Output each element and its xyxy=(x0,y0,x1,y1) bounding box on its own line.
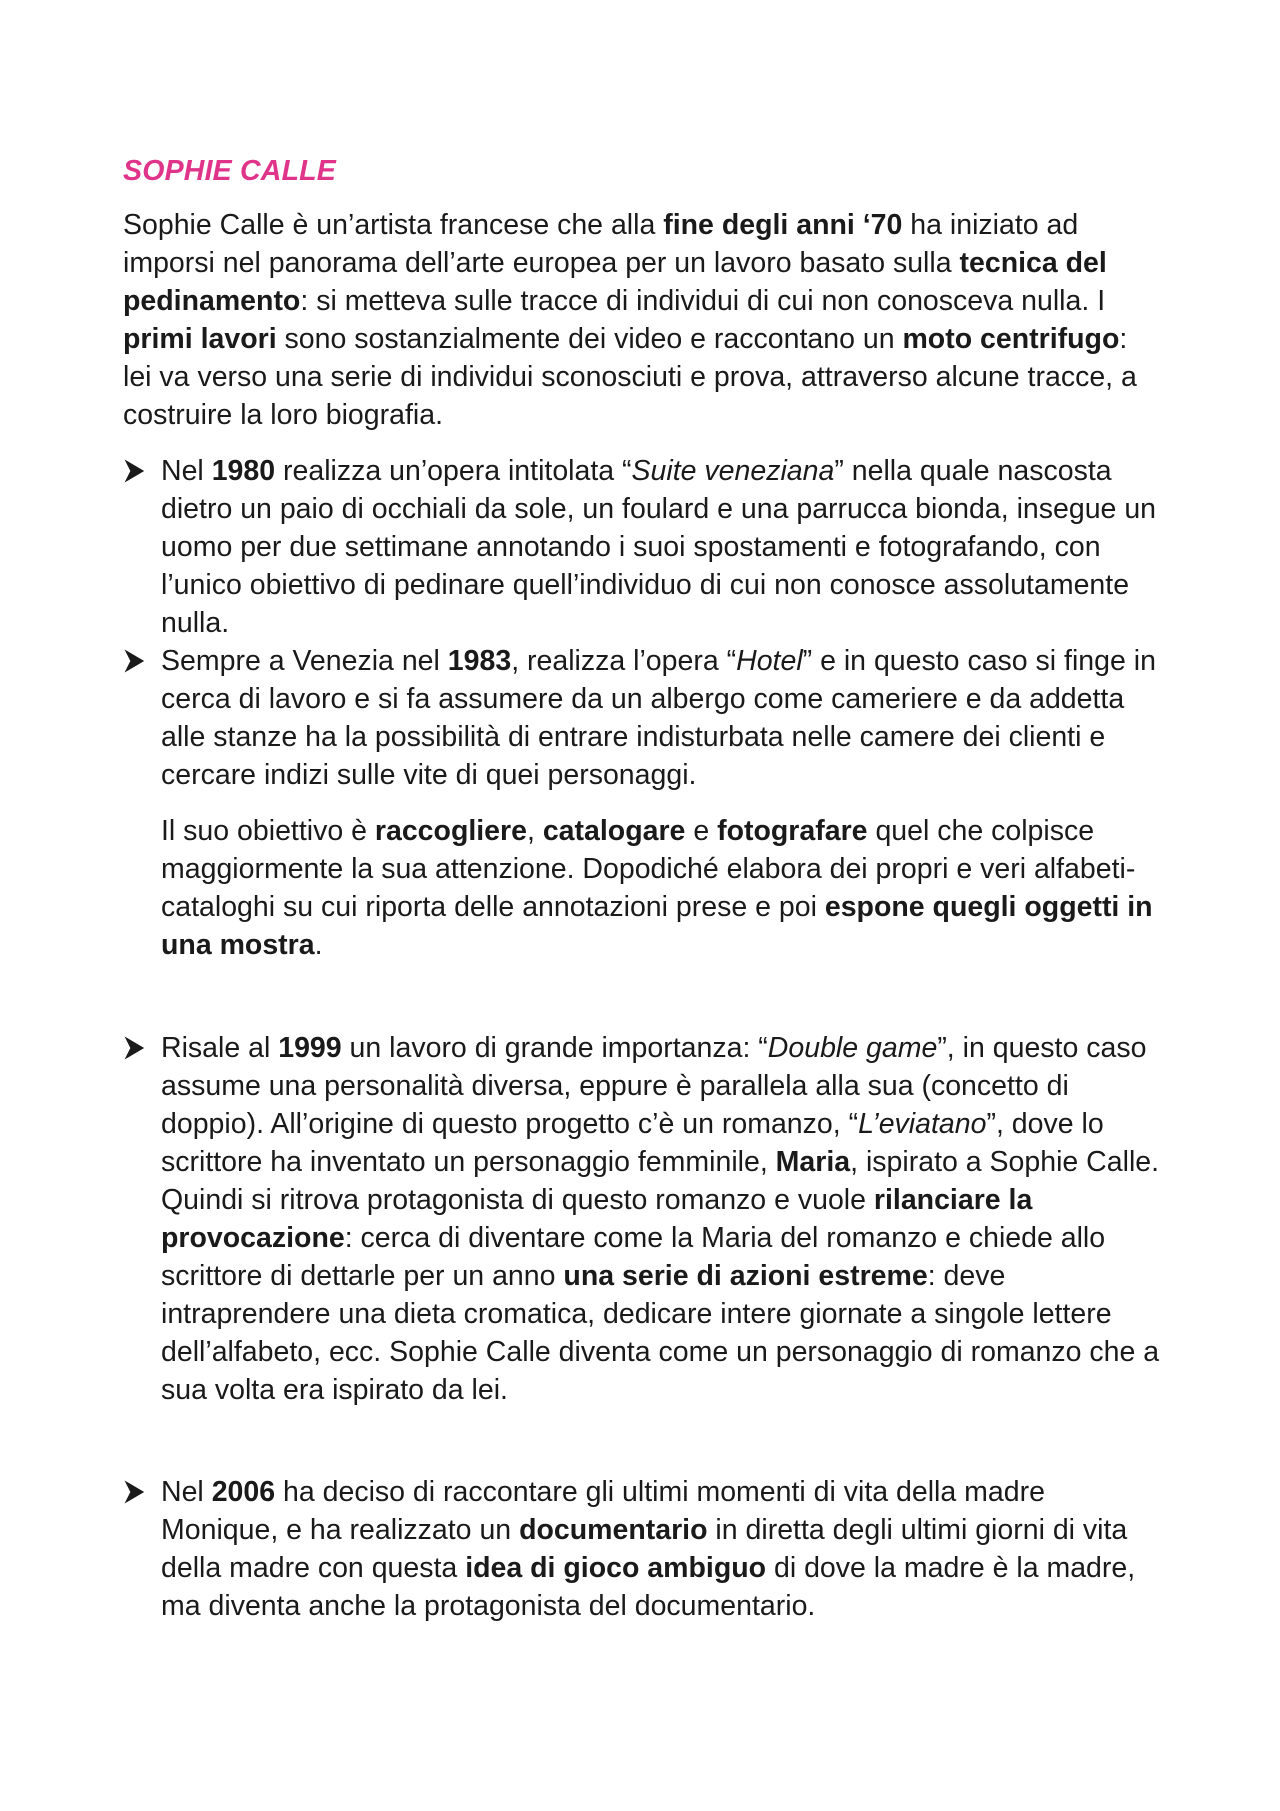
text-run: ”, in questo caso assume una personalità diversa, eppure è parallela alla sua (concetto di doppio). All’origine di questo progetto c’è un romanzo, “ xyxy=(161,1032,1147,1140)
text-run: Sophie Calle è un’artista francese che alla xyxy=(123,209,664,241)
bold-text-run: una serie di azioni estreme xyxy=(563,1260,928,1292)
text-run: : si metteva sulle tracce di individui di cui non conosceva nulla. I xyxy=(300,285,1106,317)
bold-text-run: 1980 xyxy=(211,455,276,487)
arrow-bullet-icon xyxy=(123,452,153,490)
text-run: ha deciso di raccontare gli ultimi momenti di vita della madre Monique, e ha realizzato un xyxy=(161,1476,1045,1546)
bullet-sub-paragraph xyxy=(161,812,1168,964)
arrow-bullet-icon xyxy=(123,1029,153,1067)
bold-text-run: raccogliere xyxy=(374,815,527,847)
text-run: Risale al xyxy=(161,1032,279,1064)
italic-text-run: Hotel xyxy=(736,645,803,677)
bold-text-run: fine degli anni ‘70 xyxy=(663,209,903,241)
bullet-paragraph xyxy=(161,452,1168,642)
text-run: Nel xyxy=(161,1476,212,1508)
bold-text-run: moto centrifugo xyxy=(902,323,1120,355)
text-run: : lei va verso una serie di individui sconosciuti e prova, attraverso alcune tracce, a costruire la loro biografia. xyxy=(123,323,1137,431)
text-run: ”, dove lo scrittore ha inventato un personaggio femminile, xyxy=(161,1108,1104,1178)
bullet-paragraph xyxy=(161,1473,1168,1625)
bold-text-run: Maria xyxy=(775,1146,851,1178)
bold-text-run: primi lavori xyxy=(123,323,277,355)
italic-text-run: Suite veneziana xyxy=(631,455,835,487)
bold-text-run: espone quegli oggetti in una mostra xyxy=(161,891,1153,961)
italic-text-run: L’eviatano xyxy=(858,1108,987,1140)
bullet-block-3 xyxy=(123,1473,1168,1625)
text-run: Nel xyxy=(161,455,212,487)
text-run: quel che colpisce maggiormente la sua attenzione. Dopodiché elabora dei propri e veri alfabeti-cataloghi su cui riporta delle annotazioni prese e poi xyxy=(161,815,1136,923)
text-run: , realizza l’opera “ xyxy=(511,645,737,677)
bullet-item-2006 xyxy=(123,1473,1168,1625)
text-run: , ispirato a Sophie Calle. Quindi si ritrova protagonista di questo romanzo e vuole xyxy=(161,1146,1160,1216)
text-run: : cerca di diventare come la Maria del romanzo e chiede allo scrittore di dettarle per un anno xyxy=(161,1222,1106,1292)
arrow-bullet-icon xyxy=(123,642,153,680)
bullet-item-1980 xyxy=(123,452,1168,642)
text-run: sono sostanzialmente dei video e raccontano un xyxy=(276,323,903,355)
text-run: ” e in questo caso si finge in cerca di lavoro e si fa assumere da un albergo come cameriere e da addetta alle stanze ha la possibilità di entrare indisturbata nelle camere dei clienti e cercare indizi sulle vite di quei personaggi. xyxy=(161,645,1156,791)
italic-text-run: Double game xyxy=(767,1032,938,1064)
text-run: ha iniziato ad imporsi nel panorama dell’arte europea per un lavoro basato sulla xyxy=(123,209,1079,279)
bold-text-run: documentario xyxy=(519,1514,708,1546)
text-run: ” nella quale nascosta dietro un paio di occhiali da sole, un foulard e una parrucca bionda, insegue un uomo per due settimane annotando i suoi spostamenti e fotografando, con l’unico obiettivo di pedinare quell’individuo di cui non conosce assolutamente nulla. xyxy=(161,455,1157,639)
bold-text-run: 1999 xyxy=(278,1032,342,1064)
bold-text-run: idea di gioco ambiguo xyxy=(465,1552,767,1584)
bold-text-run: tecnica del pedinamento xyxy=(123,247,1107,317)
bold-text-run: catalogare xyxy=(542,815,686,847)
bullet-item-1983 xyxy=(123,642,1168,964)
bullet-paragraph xyxy=(161,642,1168,794)
bullet-paragraph xyxy=(161,1029,1168,1409)
text-run: e xyxy=(685,815,718,847)
text-run: di dove la madre è la madre, ma diventa anche la protagonista del documentario. xyxy=(161,1552,1136,1622)
text-run: un lavoro di grande importanza: “ xyxy=(341,1032,768,1064)
text-run: : deve intraprendere una dieta cromatica, dedicare intere giornate a singole lettere dell’alfabeto, ecc. Sophie Calle diventa come un personaggio di romanzo che a sua volta era ispirato da lei. xyxy=(161,1260,1160,1406)
bold-text-run: fotografare xyxy=(717,815,868,847)
bullet-block-2 xyxy=(123,1029,1168,1409)
text-run: Sempre a Venezia nel xyxy=(161,645,448,677)
text-run: . xyxy=(314,929,323,961)
bullet-block-1 xyxy=(123,452,1168,964)
page-title: SOPHIE CALLE xyxy=(123,155,337,187)
text-run: Il suo obiettivo è xyxy=(161,815,375,847)
intro-paragraph xyxy=(123,206,1163,434)
text-run: in diretta degli ultimi giorni di vita della madre con questa xyxy=(161,1514,1128,1584)
arrow-bullet-icon xyxy=(123,1473,153,1511)
text-run: realizza un’opera intitolata “ xyxy=(275,455,632,487)
bold-text-run: rilanciare la provocazione xyxy=(161,1184,1033,1254)
bullet-item-1999 xyxy=(123,1029,1168,1409)
bold-text-run: 2006 xyxy=(211,1476,276,1508)
bold-text-run: 1983 xyxy=(447,645,512,677)
text-run: , xyxy=(526,815,543,847)
